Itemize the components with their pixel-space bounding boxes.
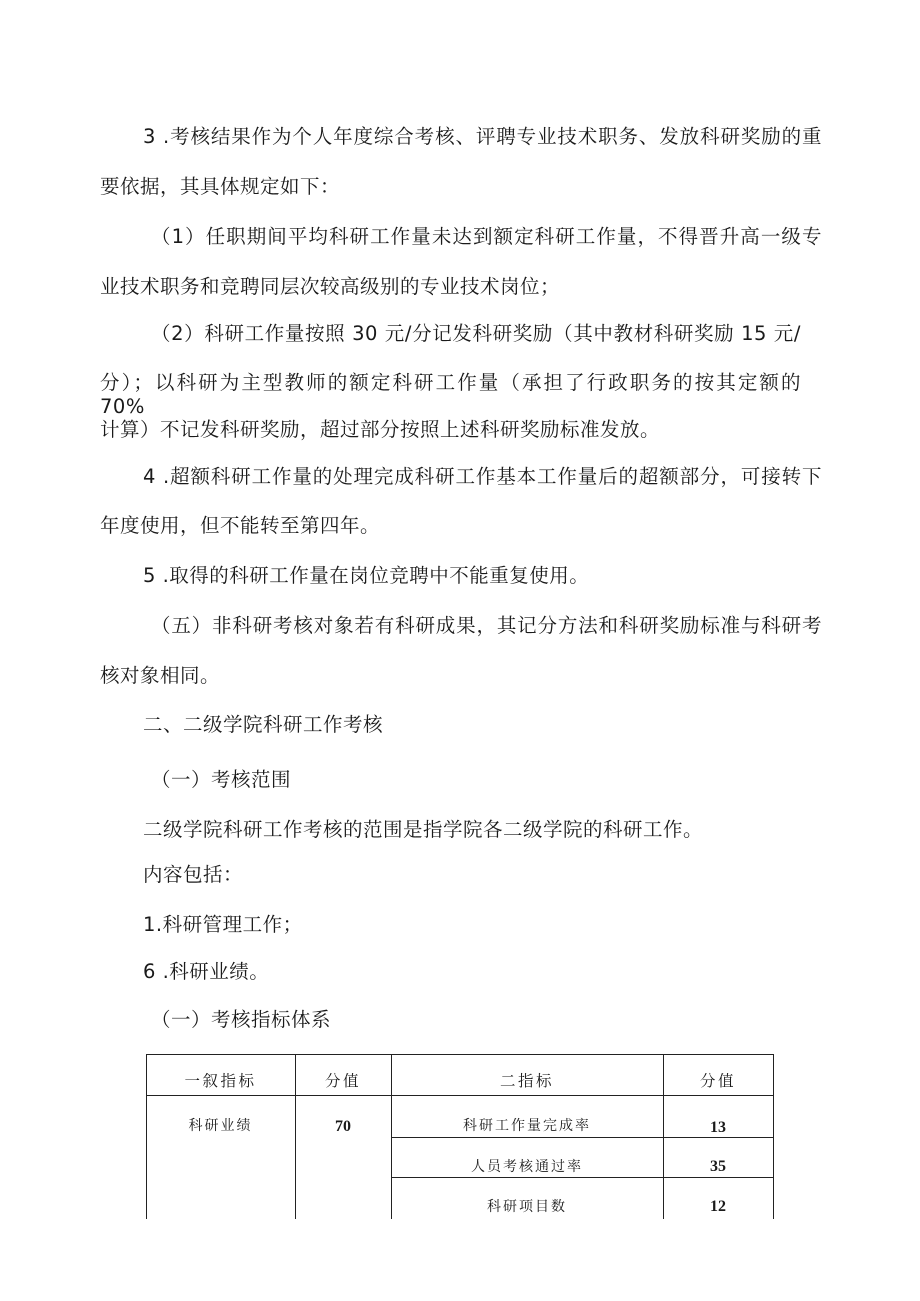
subsection-scope-heading: （一）考核范围	[151, 768, 292, 791]
table-cell-score2: 12	[710, 1198, 726, 1215]
paragraph-3-2-line-1: （2）科研工作量按照 30 元/分记发科研奖励（其中教材科研奖励 15 元/	[151, 322, 801, 345]
paragraph-3-line-2: 要依据，其具体规定如下：	[100, 175, 341, 198]
table-cell-level2: 人员考核通过率	[471, 1159, 583, 1175]
section-2-heading: 二、二级学院科研工作考核	[143, 713, 384, 736]
paragraph-5: 5 .取得的科研工作量在岗位竞聘中不能重复使用。	[143, 564, 590, 587]
subsection-indicator-heading: （一）考核指标体系	[151, 1008, 332, 1031]
paragraph-3-2-line-3: 计算）不记发科研奖励，超过部分按照上述科研奖励标准发放。	[100, 418, 661, 441]
table-header-level2: 二指标	[499, 1072, 554, 1090]
table-cell-score2: 13	[710, 1119, 726, 1136]
table-header-score1: 分值	[324, 1072, 361, 1090]
table-cell-score1: 70	[335, 1118, 351, 1135]
paragraph-3-1-line-2: 业技术职务和竞聘同层次较高级别的专业技术岗位；	[100, 275, 561, 298]
paragraph-4-line-2: 年度使用，但不能转至第四年。	[100, 514, 381, 537]
paragraph-3-line-1: 3 .考核结果作为个人年度综合考核、评聘专业技术职务、发放科研奖励的重	[143, 125, 822, 148]
paragraph-4-line-1: 4 .超额科研工作量的处理完成科研工作基本工作量后的超额部分，可接转下	[143, 465, 822, 488]
table-row-divider	[391, 1137, 774, 1138]
content-label: 内容包括：	[143, 863, 244, 886]
table-header-divider	[146, 1095, 774, 1096]
table-header-score2: 分值	[699, 1072, 736, 1090]
table-header-level1: 一叙指标	[184, 1072, 257, 1090]
paragraph-five-line-2: 核对象相同。	[100, 664, 221, 687]
paragraph-3-2-line-2: 分）；以科研为主型教师的额定科研工作量（承担了行政职务的按其定额的 70%	[100, 371, 801, 418]
table-border-top	[146, 1054, 774, 1055]
table-cell-level2: 科研项目数	[487, 1199, 567, 1215]
scope-text: 二级学院科研工作考核的范围是指学院各二级学院的科研工作。	[143, 818, 704, 841]
table-cell-score2: 35	[710, 1158, 726, 1175]
table-cell-level1: 科研业绩	[188, 1118, 253, 1134]
paragraph-five-line-1: （五）非科研考核对象若有科研成果，其记分方法和科研奖励标准与科研考	[151, 614, 822, 637]
indicator-table	[146, 1054, 774, 1254]
table-row-divider	[391, 1177, 774, 1178]
list-item-1: 1.科研管理工作；	[143, 913, 303, 936]
table-border-right	[773, 1054, 774, 1219]
paragraph-3-1-line-1: （1）任职期间平均科研工作量未达到额定科研工作量，不得晋升高一级专	[151, 225, 822, 248]
list-item-6: 6 .科研业绩。	[143, 960, 270, 983]
table-cell-level2: 科研工作量完成率	[463, 1118, 591, 1134]
